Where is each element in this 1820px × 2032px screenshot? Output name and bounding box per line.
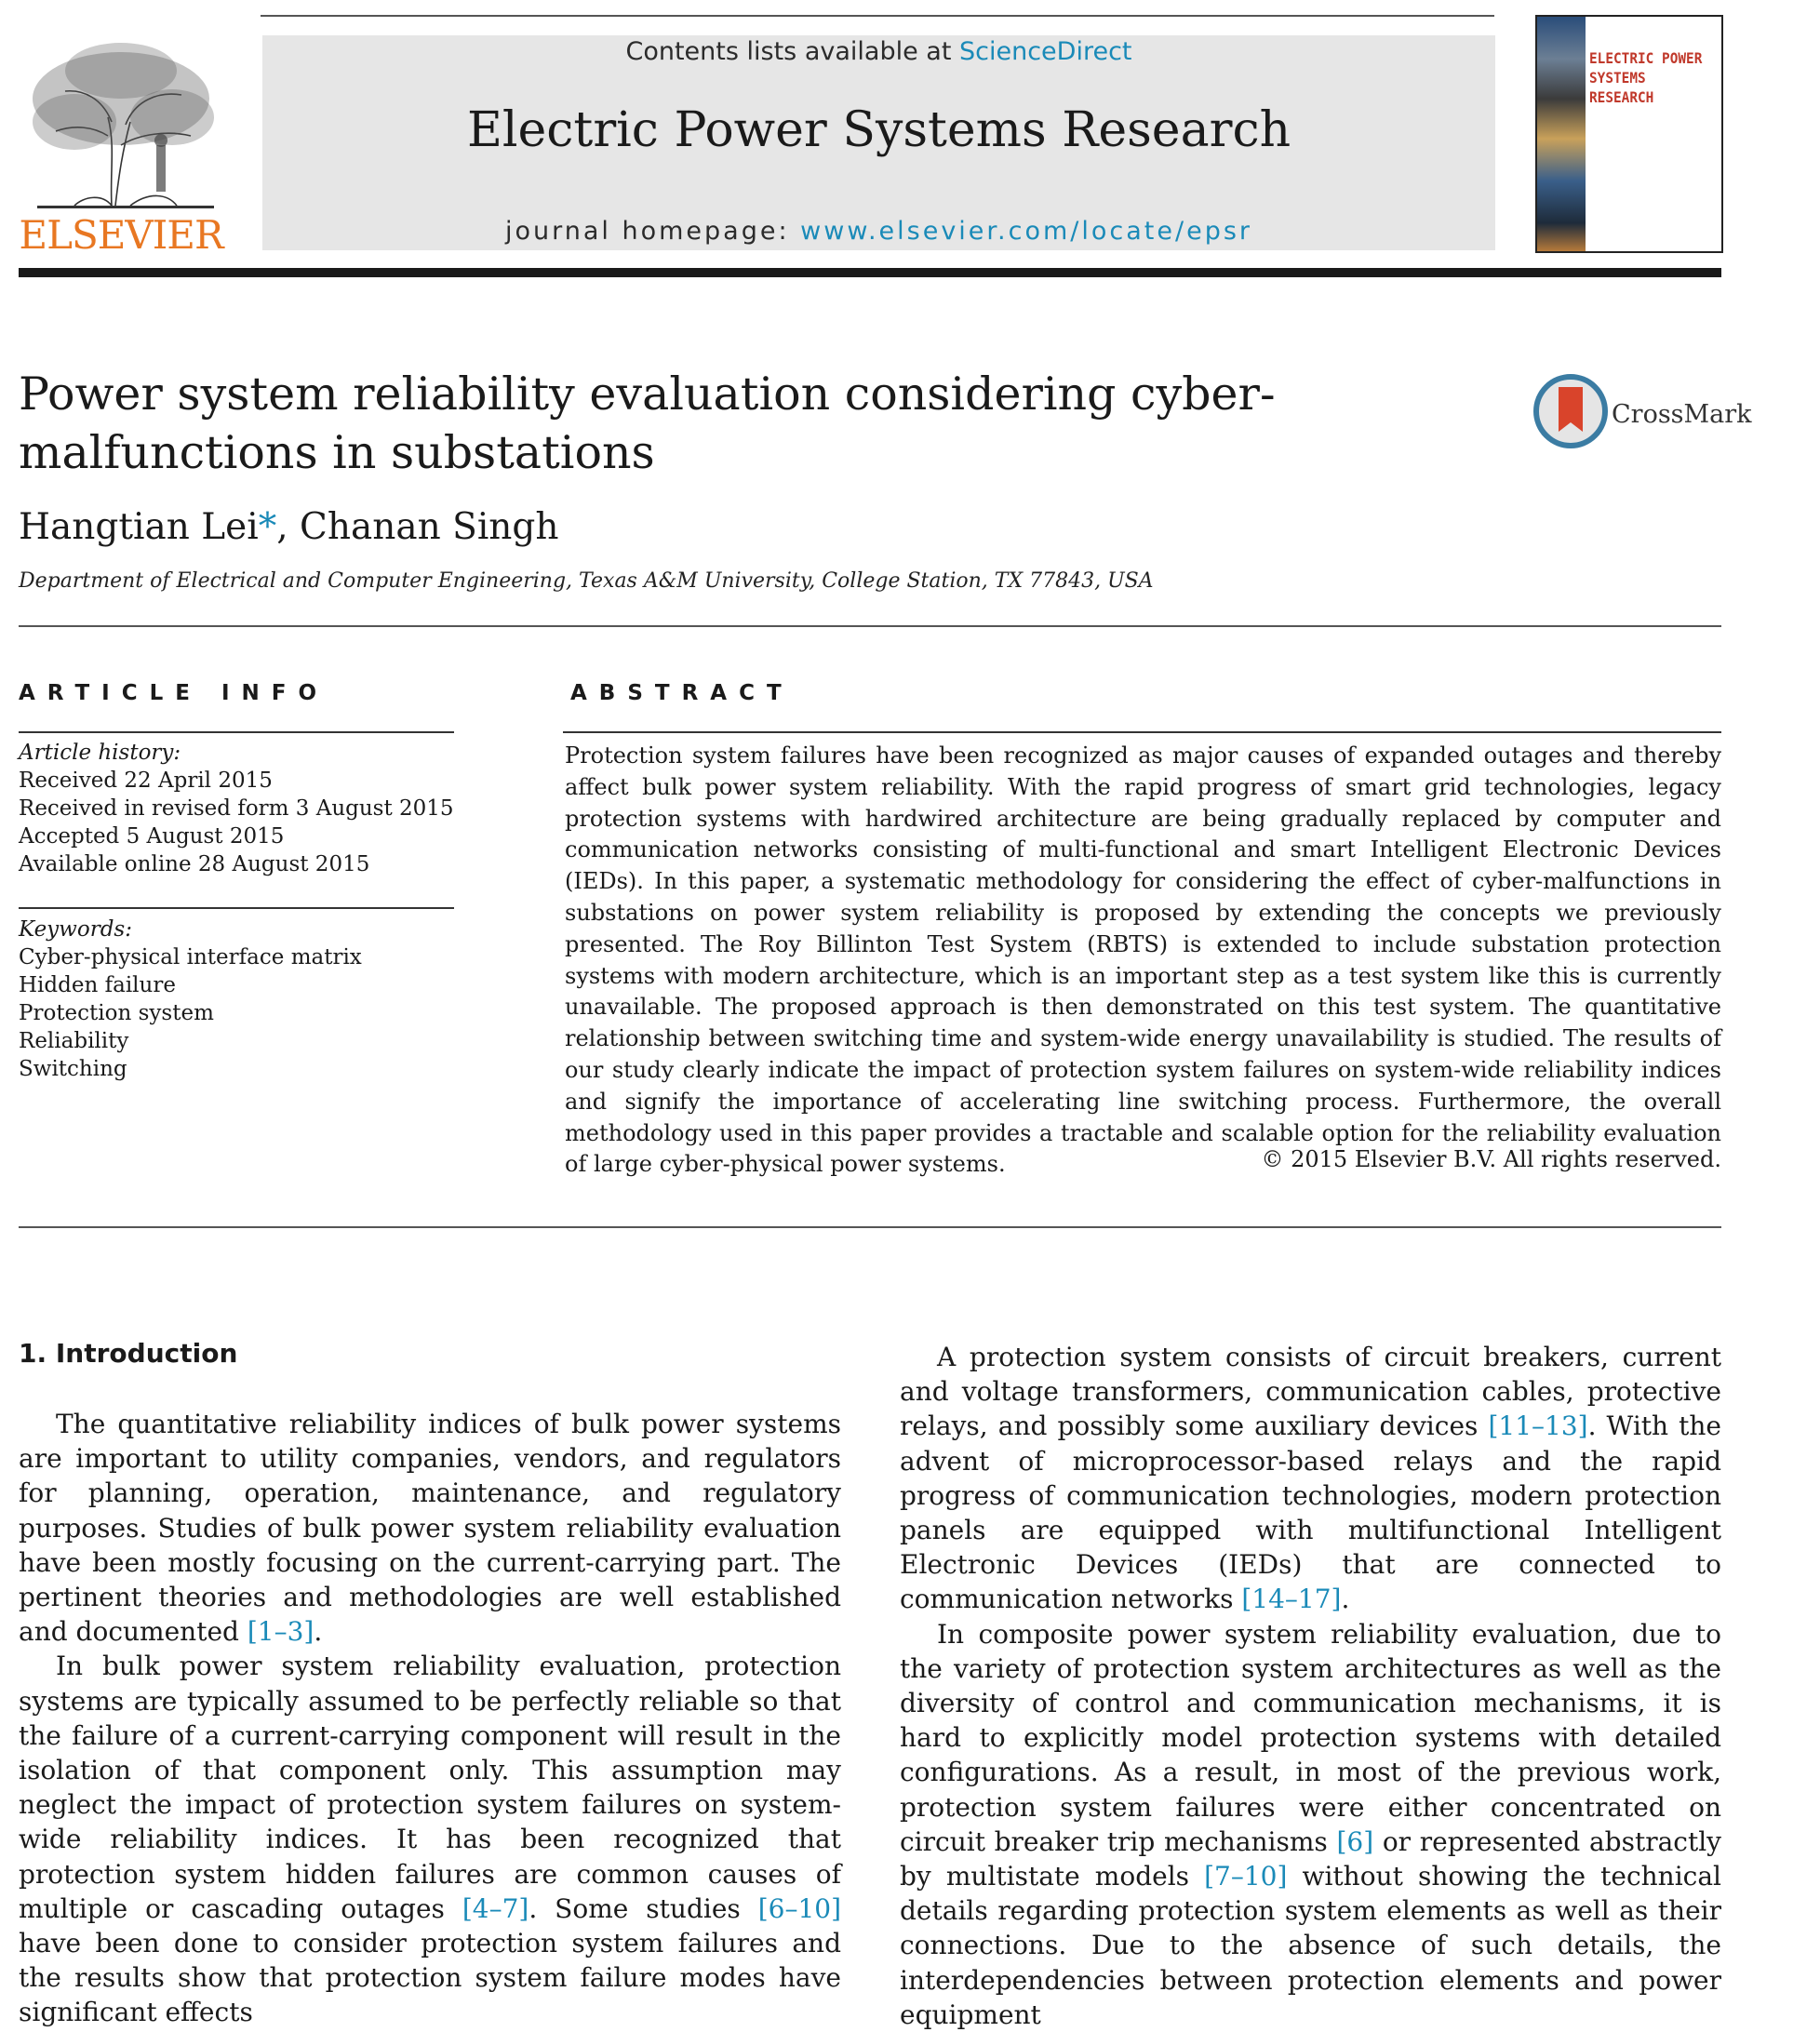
abstract-rule — [563, 731, 1721, 733]
citation-link[interactable]: [7–10] — [1204, 1861, 1288, 1892]
paragraph — [900, 1340, 1721, 1617]
paragraph — [19, 1649, 841, 2029]
paragraph-text: The quantitative reliability indices of bulk power systems are important to utility companies, vendors, and regulators for planning, operation, maintenance, and regulatory purposes. Studies of bulk power system reliability evaluation have been mostly focusing on the current-carrying part. The pertinent theories and methodologies are well established and documented — [19, 1409, 841, 1648]
citation-link[interactable]: [11–13] — [1488, 1410, 1588, 1442]
body-column-left — [19, 1407, 841, 2028]
author-list — [19, 506, 559, 548]
citation-link[interactable]: [6–10] — [757, 1892, 841, 1924]
divider-rule — [19, 1226, 1721, 1228]
history-label: Article history: — [19, 741, 181, 765]
crossmark-icon[interactable] — [1533, 374, 1608, 448]
article-title: Power system reliability evaluation considering cyber-malfunctions in substations — [19, 368, 1276, 479]
citation-link[interactable]: [4–7] — [462, 1892, 529, 1924]
article-info-heading: ARTICLE INFO — [19, 681, 329, 705]
paragraph-text: . — [1341, 1584, 1350, 1615]
author-separator: , — [276, 506, 301, 548]
keyword-item: Protection system — [19, 1001, 214, 1025]
abstract-heading: ABSTRACT — [570, 681, 794, 705]
keyword-item: Hidden failure — [19, 973, 176, 997]
paragraph-text: In bulk power system reliability evaluation, protection systems are typically assumed to be perfectly reliable so that the failure of a current-carrying component will result in the isolation of that component only. This assumption may neglect the impact of protection system failures on system-wide reliability indices. It has been recognized that protection system hidden failures are common causes of multiple or cascading outages — [19, 1651, 841, 1924]
journal-cover-thumbnail[interactable] — [1535, 15, 1723, 253]
article-history — [19, 739, 456, 878]
sciencedirect-link[interactable]: ScienceDirect — [959, 37, 1132, 66]
citation-link[interactable]: [1–3] — [247, 1616, 314, 1648]
paragraph-text: A protection system consists of circuit breakers, current and voltage transformers, communication cables, protective relays, and possibly some auxiliary devices — [900, 1342, 1721, 1442]
paragraph-text: In composite power system reliability evaluation, due to the variety of protection system architectures as well as the diversity of control and communication mechanisms, it is hard to explicitly model protection systems with detailed configurations. As a result, in most of the previous work, protection system failures were either concentrated on circuit breaker trip mechanisms — [900, 1618, 1721, 1857]
article-info-rule — [19, 731, 454, 733]
cover-title: ELECTRIC POWER SYSTEMS RESEARCH — [1589, 49, 1703, 106]
cover-image-strip — [1537, 17, 1586, 251]
paragraph-text: have been done to consider protection system failures and the results show that protection system failure modes have significant effects — [19, 1928, 841, 2028]
history-item: Received 22 April 2015 — [19, 769, 273, 793]
keyword-item: Switching — [19, 1057, 127, 1081]
keywords-rule — [19, 907, 454, 909]
keywords — [19, 916, 456, 1083]
journal-title[interactable]: Electric Power Systems Research — [466, 102, 1291, 158]
homepage-prefix: journal homepage: — [505, 217, 790, 246]
history-item: Accepted 5 August 2015 — [19, 824, 285, 849]
keyword-item: Cyber-physical interface matrix — [19, 945, 362, 969]
paragraph — [19, 1407, 841, 1649]
section-heading-introduction: 1. Introduction — [19, 1338, 238, 1369]
paragraph-text: . — [314, 1616, 323, 1648]
citation-link[interactable]: [14–17] — [1241, 1584, 1342, 1615]
body-column-right — [900, 1340, 1721, 2030]
divider-rule — [19, 625, 1721, 627]
author-name[interactable]: Chanan Singh — [300, 506, 559, 548]
author-affiliation: Department of Electrical and Computer Engineering, Texas A&M University, College Station, TX 77843, USA — [19, 569, 1154, 593]
elsevier-wordmark[interactable]: ELSEVIER — [19, 212, 223, 258]
homepage-link[interactable]: www.elsevier.com/locate/epsr — [800, 217, 1252, 246]
keyword-item: Reliability — [19, 1029, 129, 1053]
keywords-label: Keywords: — [19, 917, 132, 942]
corresponding-author-mark[interactable]: * — [258, 506, 277, 548]
paragraph-text: without showing the technical details regarding protection system elements as well as their connections. Due to the absence of such details, the interdependencies between protection elements and power equipment — [900, 1861, 1721, 2030]
paragraph-text: or represented abstractly by multistate models — [900, 1825, 1721, 1892]
paragraph-text: . With the advent of microprocessor-based relays and the rapid progress of communication technologies, modern protection panels are equipped with multifunctional Intelligent Electronic Devices (IEDs) that are connected to communication networks — [900, 1410, 1721, 1615]
author-name[interactable]: Hangtian Lei — [19, 506, 259, 548]
history-item: Received in revised form 3 August 2015 — [19, 796, 454, 821]
homepage-line — [262, 217, 1495, 246]
contents-prefix: Contents lists available at — [625, 37, 952, 66]
crossmark-label[interactable]: CrossMark — [1612, 400, 1752, 429]
abstract-text: Protection system failures have been recognized as major causes of expanded outages and thereby affect bulk power system reliability. With the rapid progress of smart grid technologies, legacy protection systems with hardwired architecture are being gradually replaced by computer and communication networks consisting of multi-functional and smart Intelligent Electronic Devices (IEDs). In this paper, a systematic methodology for considering the effect of cyber-malfunctions in substations on power system reliability is proposed by extending the concepts we previously presented. The Roy Billinton Test System (RBTS) is extended to include substation protection systems with modern architecture, which is an important step as a test system like this is currently unavailable. The proposed approach is then demonstrated on this test system. The quantitative relationship between switching time and system-wide energy unavailability is studied. The results of our study clearly indicate the impact of protection system failures on system-wide reliability indices and signify the importance of accelerating line switching process. Furthermore, the overall methodology used in this paper provides a tractable and scalable option for the reliability evaluation of large cyber-physical power systems. — [565, 742, 1721, 1178]
contents-line — [262, 37, 1495, 66]
copyright-notice: © 2015 Elsevier B.V. All rights reserved. — [1261, 1146, 1721, 1172]
paragraph — [900, 1617, 1721, 2032]
citation-link[interactable]: [6] — [1336, 1825, 1374, 1857]
header-top-rule — [261, 15, 1494, 17]
header-thick-rule — [19, 268, 1721, 277]
history-item: Available online 28 August 2015 — [19, 852, 370, 876]
paragraph-text: . Some studies — [529, 1892, 758, 1924]
